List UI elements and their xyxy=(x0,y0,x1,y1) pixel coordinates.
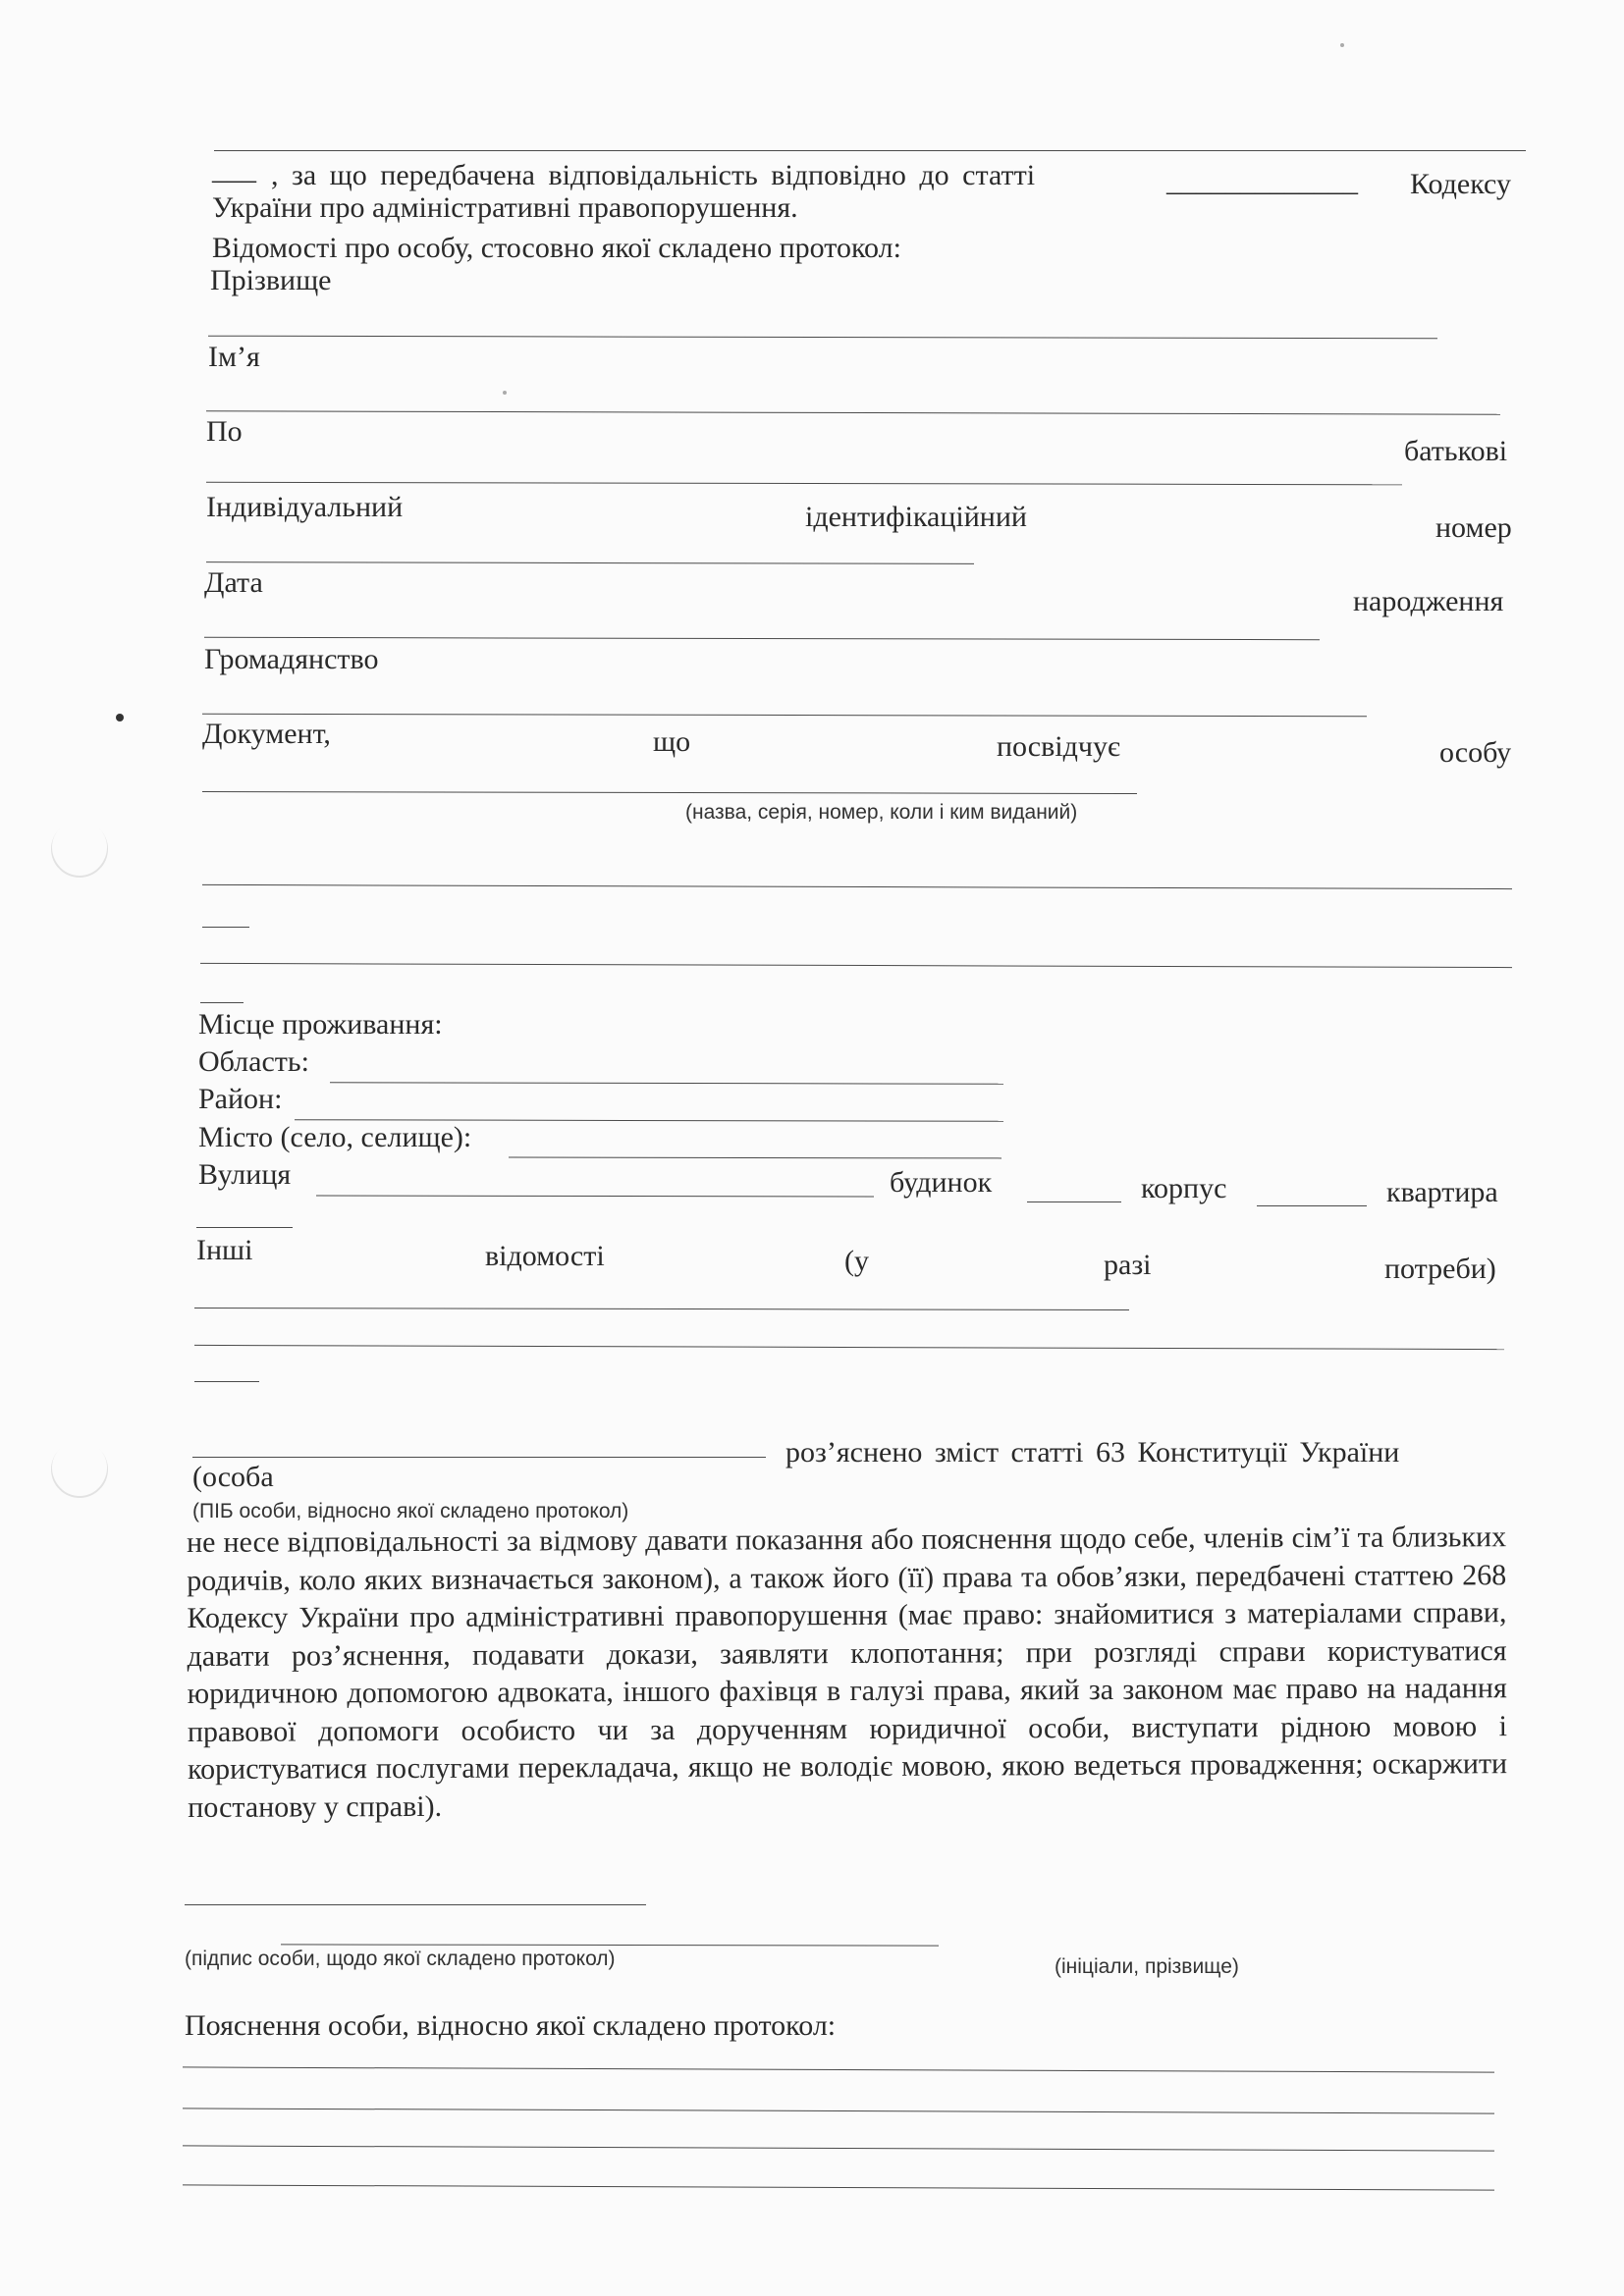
citizenship-line xyxy=(202,714,1367,717)
patronymic-label-b: батькові xyxy=(1404,435,1508,467)
other-label-d: разі xyxy=(1104,1249,1152,1281)
doc-caption: (назва, серія, номер, коли і ким виданий) xyxy=(685,801,1078,824)
initials-caption: (ініціали, прізвище) xyxy=(1055,1955,1239,1978)
osoba-label: (особа xyxy=(192,1461,274,1493)
name-line xyxy=(206,410,1500,414)
residence-heading: Місце проживання: xyxy=(198,1008,443,1041)
scan-speck xyxy=(1340,43,1344,47)
punch-hole-top xyxy=(39,809,120,889)
doc-label-c: посвідчує xyxy=(997,730,1120,763)
pib-line xyxy=(192,1457,766,1458)
birth-label-a: Дата xyxy=(204,566,263,599)
birth-line xyxy=(204,637,1320,640)
tax-id-label-a: Індивідуальний xyxy=(206,491,404,523)
doc-line-3 xyxy=(200,963,1512,968)
other-line-1 xyxy=(194,1308,1129,1310)
pib-caption: (ПІБ особи, відносно якої складено протокол) xyxy=(192,1500,629,1522)
district-label: Район: xyxy=(198,1083,283,1115)
tax-id-line xyxy=(206,561,974,564)
doc-label-b: що xyxy=(653,725,691,758)
doc-line-2-tail xyxy=(202,927,249,928)
punch-hole-bottom xyxy=(39,1429,120,1510)
other-label-a: Інші xyxy=(196,1234,253,1266)
other-line-2 xyxy=(194,1345,1504,1350)
surname-line xyxy=(208,336,1437,340)
intro-line-2: України про адміністративні правопорушення. xyxy=(212,191,798,224)
other-line-2-tail xyxy=(194,1381,259,1382)
intro-blank: ___ xyxy=(212,153,256,186)
tax-id-label-c: номер xyxy=(1435,511,1512,544)
house-line xyxy=(1027,1201,1121,1202)
explanation-line-2 xyxy=(183,2108,1494,2113)
doc-line xyxy=(202,791,1137,794)
other-label-e: потреби) xyxy=(1384,1253,1496,1285)
scan-speck xyxy=(503,391,507,395)
signature-line xyxy=(185,1904,646,1905)
name-label: Ім’я xyxy=(208,341,260,373)
apartment-line-tail xyxy=(196,1227,293,1228)
doc-label-d: особу xyxy=(1439,736,1512,769)
doc-line-3-tail xyxy=(200,1002,244,1003)
region-line xyxy=(330,1082,1003,1084)
apartment-label: квартира xyxy=(1386,1176,1498,1208)
intro-line-3: Відомості про особу, стосовно якої складено протокол: xyxy=(212,232,901,264)
top-line xyxy=(214,150,1526,151)
building-label: корпус xyxy=(1141,1172,1227,1204)
tax-id-label-b: ідентифікаційний xyxy=(805,501,1027,533)
explanation-line-1 xyxy=(183,2066,1494,2072)
kodeksu-word: Кодексу xyxy=(1410,168,1511,200)
explanation-line-4 xyxy=(183,2184,1494,2190)
house-label: будинок xyxy=(890,1166,993,1199)
rights-paragraph: не несе відповідальності за відмову давати показання або пояснення щодо себе, членів сім’ї та близьких родичів, коло яких визначається законом), а також його (її) права та обов’язки, передбачені статтею 268 Кодексу України про адміністративні правопорушення (має право: знайомитися з матеріалами справи, давати роз’яснення, подавати докази, заявляти клопотання; при розгляді справи користуватися юридичною допомогою адвоката, іншого фахівця в галузі права, який за законом має право на надання правової допомоги особисто чи за дорученням юридичної особи, виступати рідною мовою і користуватися послугами перекладача, якщо не володіє мовою, якою ведеться провадження; оскаржити постанову у справі). xyxy=(187,1521,1508,1824)
region-label: Область: xyxy=(198,1045,309,1078)
other-label-b: відомості xyxy=(485,1240,605,1272)
article-blank: _____________ xyxy=(1166,165,1358,197)
street-line xyxy=(316,1196,874,1198)
explanation-line-3 xyxy=(183,2145,1494,2151)
signature-caption: (підпис особи, щодо якої складено протокол) xyxy=(185,1948,616,1970)
intro-line-1: , за що передбачена відповідальність відповідно до статті xyxy=(271,159,1036,191)
street-label: Вулиця xyxy=(198,1158,292,1191)
surname-label: Прізвище xyxy=(210,264,332,296)
birth-label-b: народження xyxy=(1353,585,1504,617)
citizenship-label: Громадянство xyxy=(204,643,379,675)
city-line xyxy=(509,1157,1001,1159)
patronymic-line xyxy=(206,482,1402,486)
building-line xyxy=(1257,1205,1367,1206)
initials-line xyxy=(281,1944,939,1946)
other-label-c: (у xyxy=(844,1245,869,1277)
doc-label-a: Документ, xyxy=(202,718,331,750)
rights-explained: роз’яснено зміст статті 63 Конституції України xyxy=(785,1436,1400,1468)
scan-dot xyxy=(116,714,124,721)
doc-line-2 xyxy=(202,884,1512,889)
explanation-heading: Пояснення особи, відносно якої складено протокол: xyxy=(185,2009,837,2042)
city-label: Місто (село, селище): xyxy=(198,1121,472,1153)
patronymic-label-a: По xyxy=(206,415,243,448)
